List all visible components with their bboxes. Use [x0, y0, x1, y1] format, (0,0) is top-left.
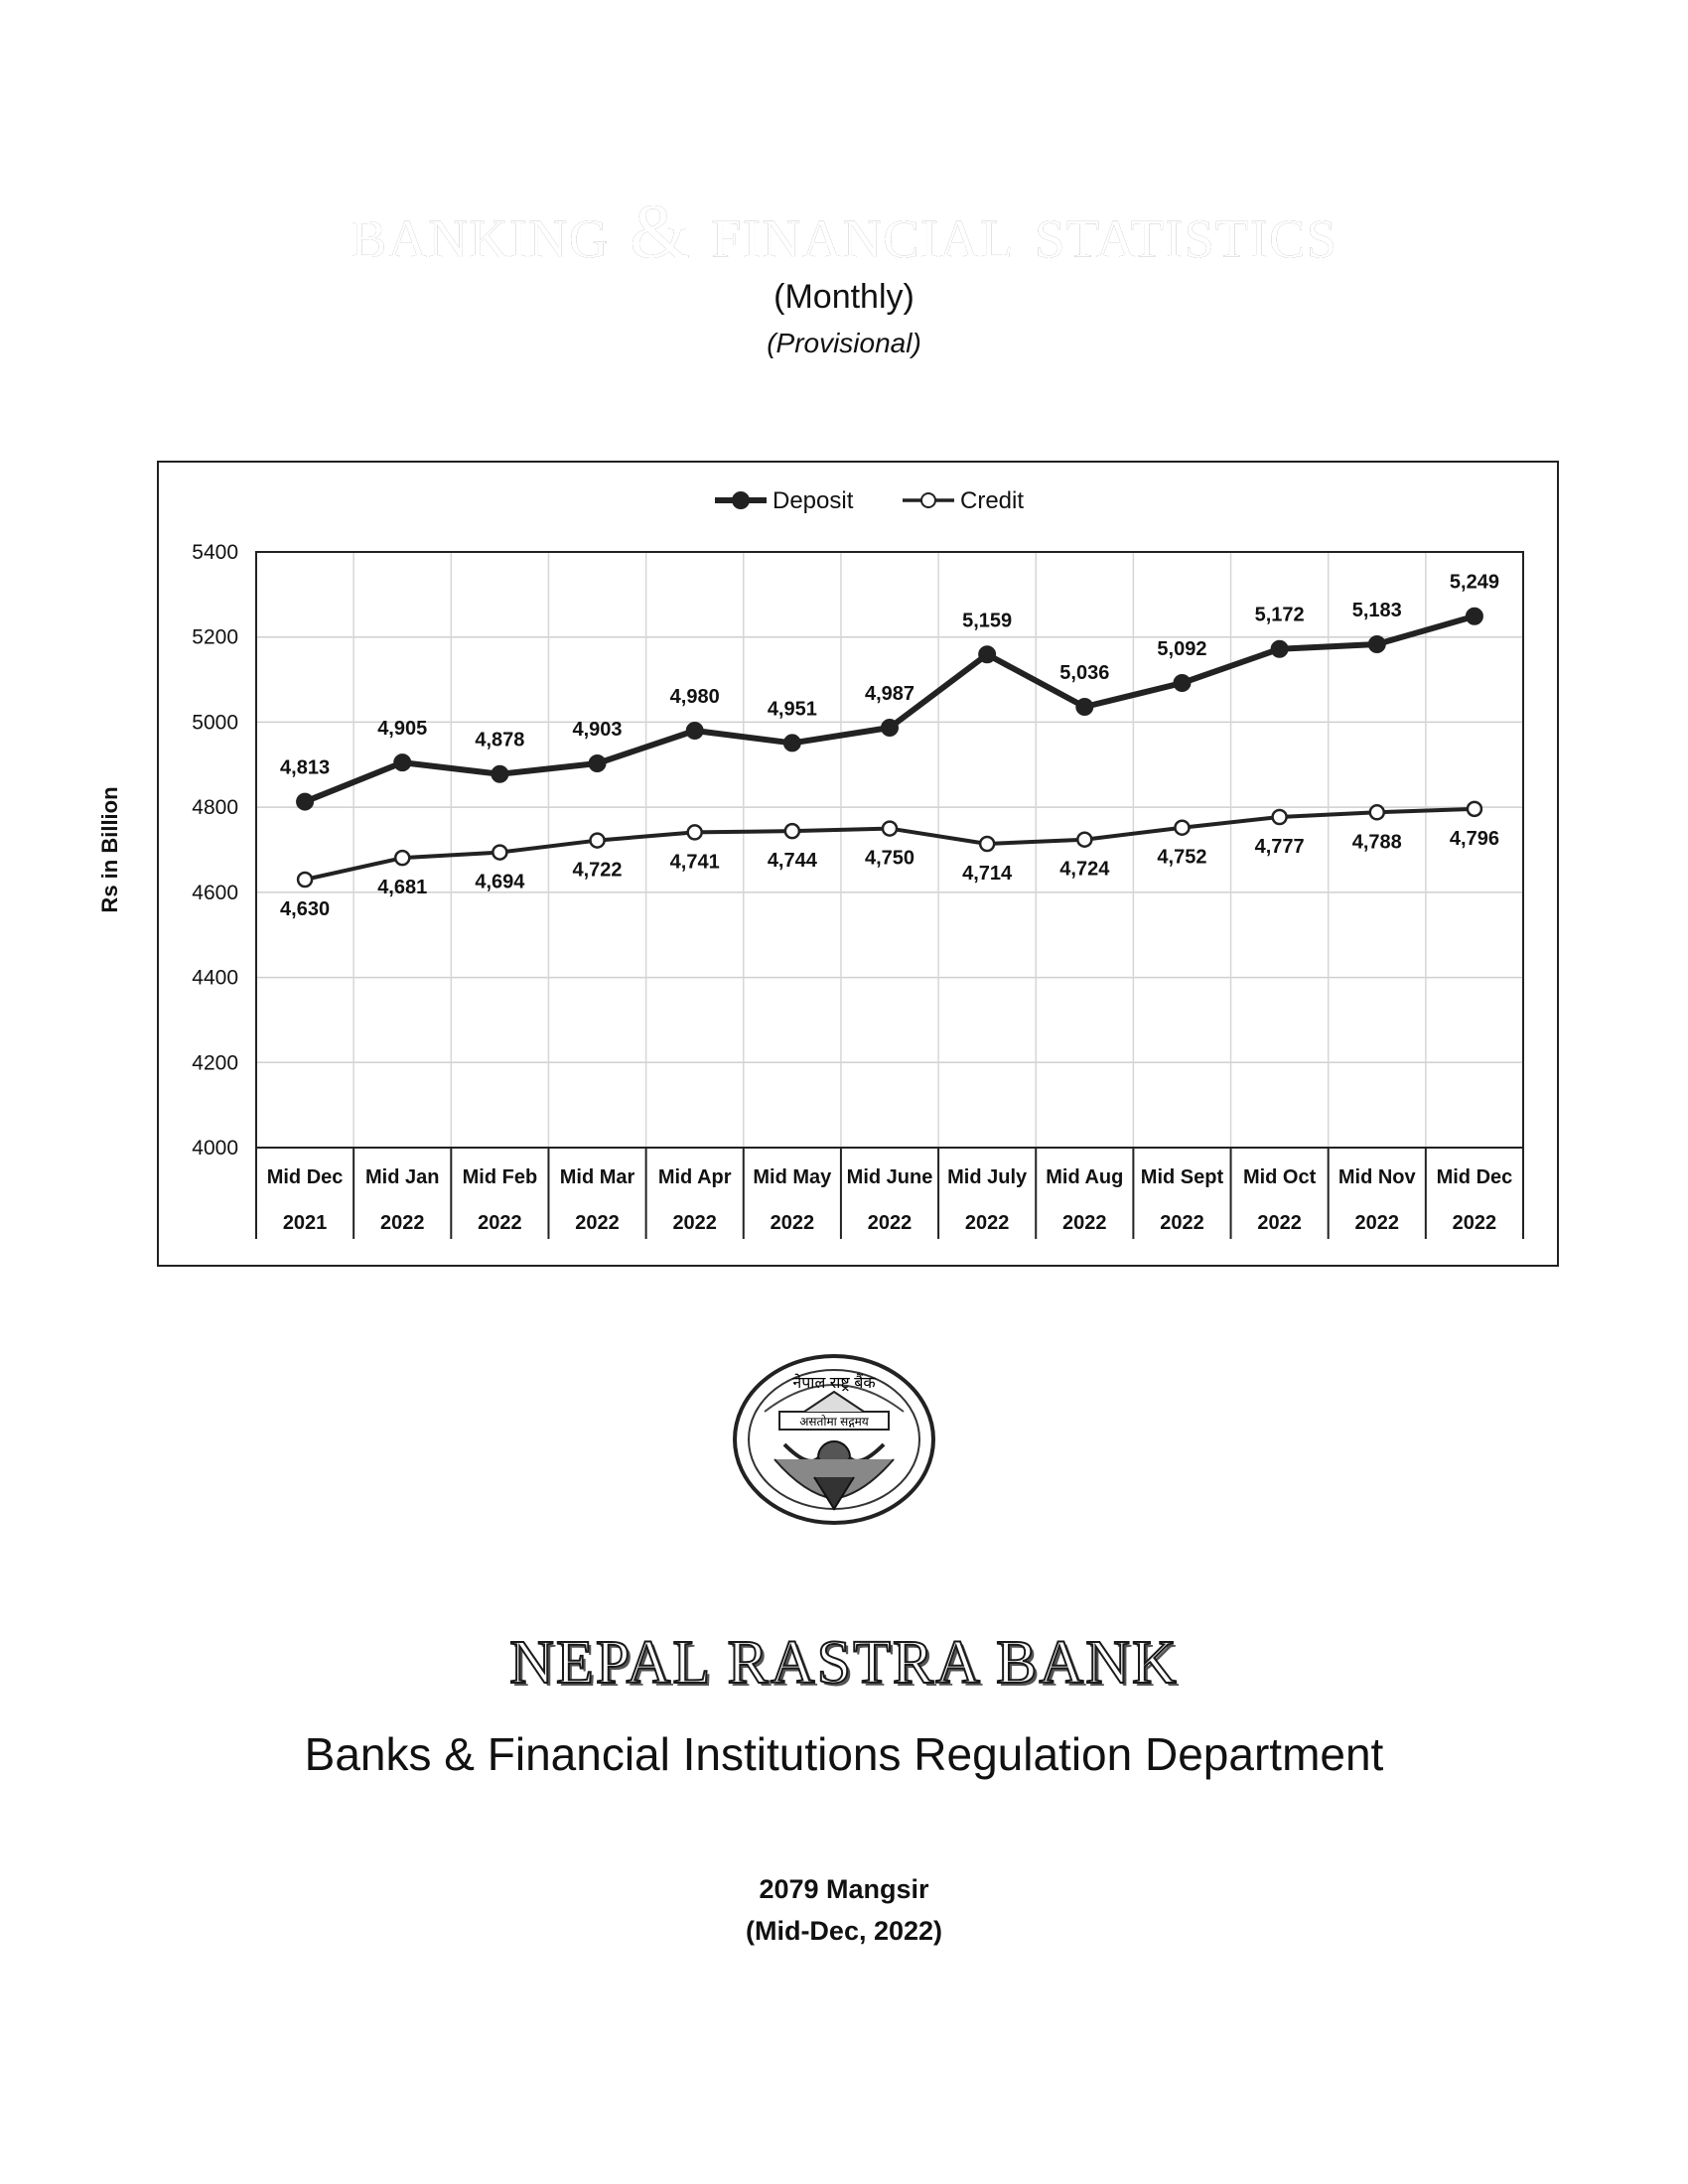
- data-point-deposit: [1272, 641, 1288, 657]
- data-label-deposit: 5,183: [1351, 600, 1402, 621]
- data-point-credit: [883, 822, 897, 836]
- department-name: Banks & Financial Institutions Regulation Department: [304, 1728, 1384, 1780]
- data-label-credit: 4,630: [280, 898, 331, 920]
- data-label-deposit: 4,878: [475, 729, 525, 751]
- y-axis-label: Rs in Billion: [97, 786, 122, 913]
- data-point-credit: [492, 846, 506, 860]
- x-tick-year-label: 2022: [1160, 1212, 1204, 1234]
- data-point-credit: [980, 837, 994, 851]
- y-tick-label: 4800: [192, 796, 238, 820]
- data-label-credit: 4,788: [1351, 831, 1402, 854]
- x-tick-label: Mid Sept: [1140, 1166, 1224, 1188]
- data-point-credit: [395, 851, 409, 865]
- y-tick-label: 5200: [192, 625, 238, 649]
- data-label-deposit: 5,172: [1254, 604, 1305, 626]
- data-point-deposit: [1076, 699, 1092, 715]
- data-label-credit: 4,741: [669, 851, 720, 874]
- seal-motto: असतोमा सद्गमय: [799, 1415, 869, 1429]
- x-tick-label: Mid Dec: [266, 1166, 344, 1188]
- data-label-credit: 4,752: [1157, 846, 1207, 869]
- data-point-deposit: [687, 723, 703, 739]
- x-tick-year-label: 2022: [1354, 1212, 1400, 1234]
- legend-marker-deposit: [733, 492, 749, 508]
- data-label-credit: 4,724: [1059, 858, 1110, 881]
- data-point-deposit: [1467, 609, 1482, 624]
- data-label-deposit: 4,980: [669, 686, 720, 708]
- data-label-deposit: 5,092: [1157, 638, 1207, 660]
- data-point-credit: [1468, 802, 1481, 816]
- data-label-credit: 4,681: [377, 877, 428, 899]
- x-tick-label: Mid July: [947, 1166, 1028, 1188]
- data-label-deposit: 4,903: [572, 719, 623, 741]
- data-label-credit: 4,722: [572, 859, 623, 882]
- data-point-deposit: [590, 755, 606, 771]
- x-tick-year-label: 2022: [672, 1212, 717, 1234]
- chart-frame: [97, 461, 1559, 1267]
- nrb-seal-logo: [725, 1350, 943, 1529]
- x-tick-label: Mid Feb: [462, 1166, 538, 1188]
- x-tick-year-label: 2022: [1062, 1212, 1107, 1234]
- data-label-credit: 4,714: [962, 863, 1013, 885]
- x-tick-label: Mid Nov: [1337, 1166, 1416, 1188]
- deposit-credit-chart: [97, 463, 1557, 1265]
- x-tick-year-label: 2022: [770, 1212, 815, 1234]
- data-label-credit: 4,744: [767, 850, 817, 873]
- seal-bank-text: नेपाल राष्ट्र बैंक: [792, 1375, 876, 1392]
- x-tick-label: Mid Apr: [657, 1166, 732, 1188]
- data-label-credit: 4,796: [1449, 827, 1499, 850]
- bank-name: NEPAL RASTRA BANK: [509, 1629, 1179, 1697]
- x-tick-year-label: 2021: [282, 1212, 328, 1234]
- data-label-credit: 4,777: [1254, 836, 1305, 858]
- provisional-note: (Provisional): [767, 328, 921, 358]
- legend-label-deposit: Deposit: [773, 487, 854, 514]
- report-frequency: (Monthly): [774, 278, 914, 316]
- data-point-credit: [1370, 805, 1384, 819]
- x-tick-label: Mid Aug: [1046, 1166, 1124, 1188]
- x-tick-year-label: 2022: [575, 1212, 620, 1234]
- data-label-deposit: 4,813: [280, 756, 331, 779]
- data-point-deposit: [1369, 636, 1385, 652]
- data-point-credit: [1077, 833, 1091, 847]
- x-tick-year-label: 2022: [867, 1212, 913, 1234]
- data-label-deposit: 5,036: [1059, 662, 1110, 684]
- x-tick-year-label: 2022: [964, 1212, 1010, 1234]
- data-label-deposit: 4,987: [864, 683, 915, 705]
- series-line-deposit: [305, 616, 1475, 802]
- y-tick-label: 4400: [192, 966, 238, 990]
- data-point-credit: [785, 824, 799, 838]
- data-point-deposit: [979, 646, 995, 662]
- x-tick-label: Mid Jan: [365, 1166, 440, 1188]
- data-point-deposit: [394, 754, 410, 770]
- x-tick-label: Mid May: [753, 1166, 832, 1188]
- legend-marker-credit: [921, 493, 935, 507]
- y-tick-label: 5000: [192, 711, 238, 735]
- data-point-deposit: [882, 720, 898, 736]
- x-tick-label: Mid Dec: [1436, 1166, 1513, 1188]
- report-title: banking & financial statistics: [350, 188, 1338, 274]
- legend-label-credit: Credit: [960, 487, 1025, 514]
- data-label-deposit: 5,249: [1449, 571, 1499, 594]
- y-tick-label: 4200: [192, 1051, 238, 1075]
- x-tick-label: Mid Oct: [1242, 1166, 1317, 1188]
- data-point-deposit: [1174, 675, 1190, 691]
- nepali-date: 2079 Mangsir: [759, 1874, 929, 1904]
- data-point-credit: [1273, 810, 1287, 824]
- data-label-credit: 4,750: [864, 847, 915, 870]
- data-point-deposit: [784, 735, 800, 751]
- x-tick-label: Mid Mar: [559, 1166, 635, 1188]
- data-point-deposit: [297, 794, 313, 810]
- x-tick-year-label: 2022: [478, 1212, 522, 1234]
- x-tick-year-label: 2022: [379, 1212, 425, 1234]
- x-tick-label: Mid June: [846, 1166, 933, 1188]
- y-tick-label: 4000: [192, 1137, 238, 1160]
- data-label-deposit: 4,951: [767, 698, 817, 721]
- x-tick-year-label: 2022: [1452, 1212, 1497, 1234]
- english-date: (Mid-Dec, 2022): [745, 1916, 943, 1946]
- data-point-credit: [1175, 821, 1189, 835]
- data-label-deposit: 5,159: [962, 610, 1013, 632]
- data-point-credit: [298, 873, 312, 887]
- data-point-credit: [688, 825, 702, 839]
- data-point-deposit: [492, 766, 507, 782]
- data-label-credit: 4,694: [475, 871, 525, 893]
- y-tick-label: 4600: [192, 881, 238, 904]
- data-point-credit: [591, 834, 605, 848]
- x-tick-year-label: 2022: [1257, 1212, 1302, 1234]
- data-label-deposit: 4,905: [377, 718, 428, 741]
- y-tick-label: 5400: [192, 541, 238, 564]
